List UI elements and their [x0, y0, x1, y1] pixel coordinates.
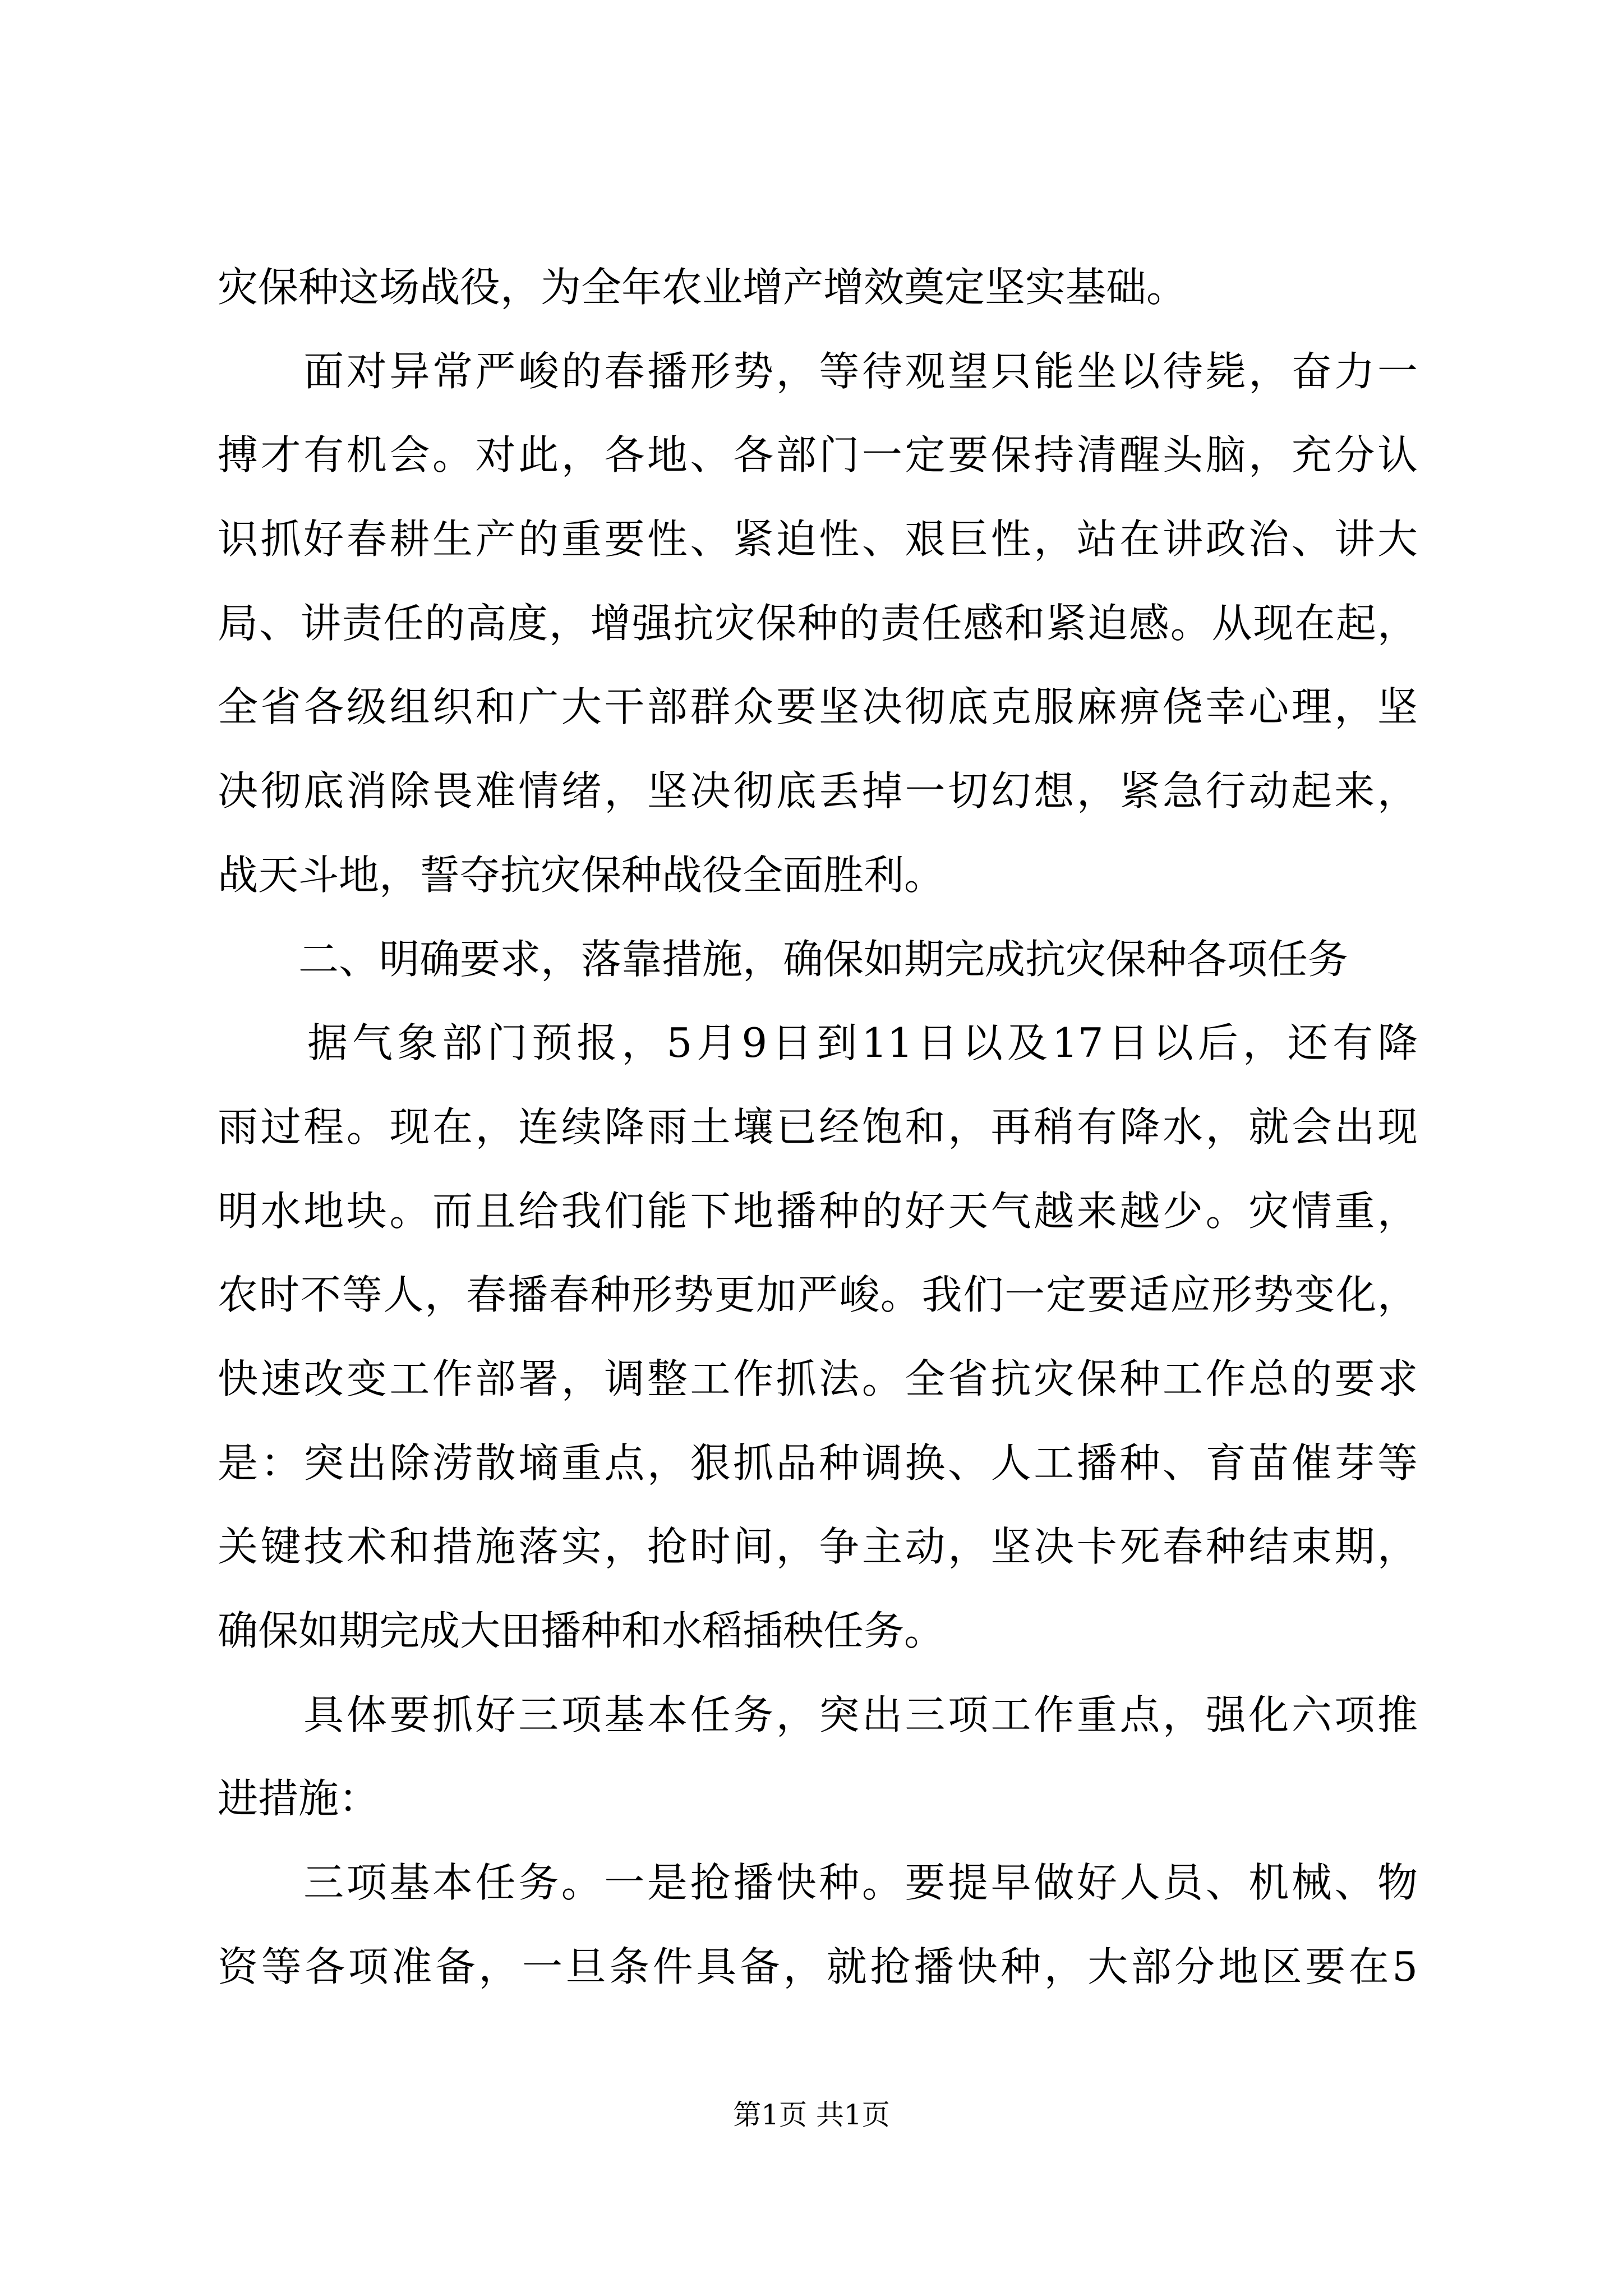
text-line: 决彻底消除畏难情绪，坚决彻底丢掉一切幻想，紧急行动起来，	[218, 767, 1418, 815]
text-line: 明水地块。而且给我们能下地播种的好天气越来越少。灾情重，	[218, 1187, 1418, 1235]
text-line: 确保如期完成大田播种和水稻插秧任务。	[218, 1607, 945, 1654]
page-footer: 第1页 共1页	[733, 2099, 890, 2131]
text-line: 进措施：	[218, 1775, 380, 1823]
text-line: 三项基本任务。一是抢播快种。要提早做好人员、机械、物	[218, 1859, 1418, 1907]
text-line: 识抓好春耕生产的重要性、紧迫性、艰巨性，站在讲政治、讲大	[218, 516, 1418, 563]
text-line: 二、明确要求，落靠措施，确保如期完成抗灾保种各项任务	[218, 935, 1349, 983]
document-body	[218, 246, 1418, 2009]
text-line: 关键技术和措施落实，抢时间，争主动，坚决卡死春种结束期，	[218, 1523, 1418, 1571]
text-line: 搏才有机会。对此，各地、各部门一定要保持清醒头脑，充分认	[218, 431, 1418, 479]
text-line: 具体要抓好三项基本任务，突出三项工作重点，强化六项推	[218, 1691, 1418, 1738]
text-line: 快速改变工作部署，调整工作抓法。全省抗灾保种工作总的要求	[218, 1355, 1418, 1402]
text-line: 雨过程。现在，连续降雨土壤已经饱和，再稍有降水，就会出现	[218, 1103, 1418, 1151]
text-line: 灾保种这场战役，为全年农业增产增效奠定坚实基础。	[218, 264, 1187, 311]
text-line: 面对异常严峻的春播形势，等待观望只能坐以待毙，奋力一	[218, 347, 1418, 395]
text-line: 战天斗地，誓夺抗灾保种战役全面胜利。	[218, 851, 945, 899]
text-line: 农时不等人，春播春种形势更加严峻。我们一定要适应形势变化，	[218, 1271, 1418, 1319]
text-line: 资等各项准备，一旦条件具备，就抢播快种，大部分地区要在5	[218, 1943, 1418, 1990]
text-line: 局、讲责任的高度，增强抗灾保种的责任感和紧迫感。从现在起，	[218, 599, 1418, 647]
text-line: 是：突出除涝散墒重点，狠抓品种调换、人工播种、育苗催芽等	[218, 1439, 1418, 1487]
text-line: 全省各级组织和广大干部群众要坚决彻底克服麻痹侥幸心理，坚	[218, 683, 1418, 731]
text-line: 据气象部门预报，5月9日到11日以及17日以后，还有降	[218, 1019, 1418, 1067]
